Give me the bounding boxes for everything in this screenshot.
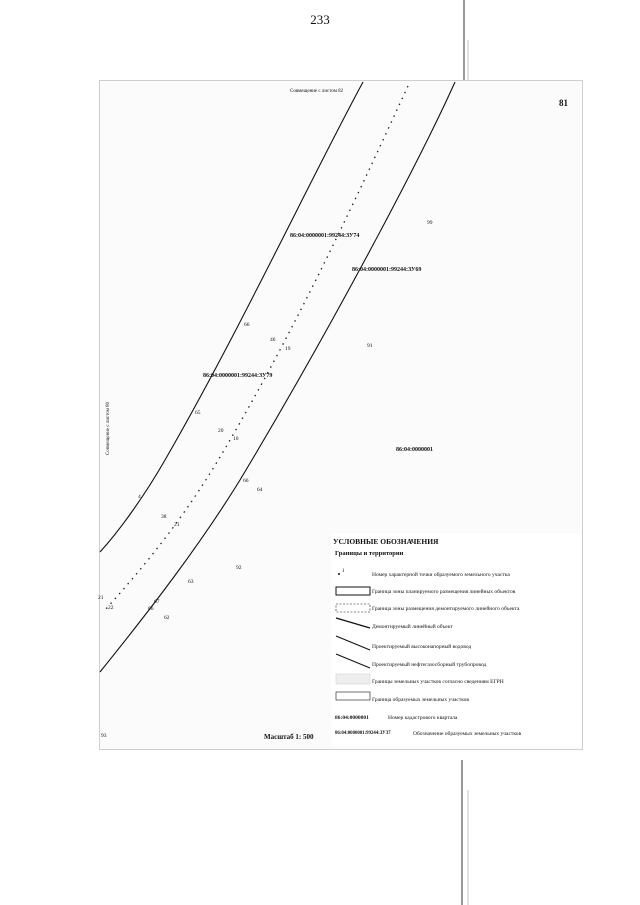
legend-item-label: Граница образуемых земельных участков	[372, 697, 469, 703]
point-label: 62	[164, 615, 170, 621]
point-label: 91	[367, 343, 373, 349]
zone-boundary-left	[100, 82, 363, 552]
join-left-label: Совмещение с листом 80	[106, 401, 111, 455]
join-top-label: Совмещение с листом 82	[290, 89, 344, 94]
parcel-label: 86:04:0000001:99244:ЗУ79	[203, 373, 273, 379]
legend-item-label: Проектируемый высоконапорный водовод	[372, 644, 472, 650]
point-label: 10	[233, 436, 239, 442]
map-scale: Масштаб 1: 500	[264, 733, 314, 741]
legend-parcel-box	[336, 692, 370, 700]
point-label: 38	[161, 514, 167, 520]
legend-point-symbol	[338, 573, 340, 575]
legend-water-line	[336, 636, 370, 650]
point-label: 67	[154, 599, 160, 605]
point-label: 66	[244, 322, 250, 328]
point-label: 4	[138, 494, 141, 500]
point-label: 99	[427, 220, 433, 226]
parcel-label: 86:04:0000001:99244:ЗУ69	[352, 267, 422, 273]
legend-dismantle-zone-box	[336, 604, 370, 612]
legend-quarter-sample: 86:04:0000001	[335, 715, 369, 721]
point-label: 22	[108, 605, 114, 611]
page-number: 233	[310, 12, 330, 27]
parcel-label: 86:04:0000001:99244:ЗУ74	[290, 233, 360, 239]
legend-dismantled-line	[336, 618, 370, 628]
sheet-number: 81	[559, 98, 568, 108]
dismantled-line	[105, 86, 408, 610]
legend-parcel-sample: 86:04:0000001:99244:ЗУ37	[335, 731, 391, 736]
legend-point-symbol-number: 1	[342, 569, 345, 574]
legend-item-label: Демонтируемый линейный объект	[372, 624, 453, 630]
point-label: 19	[285, 346, 291, 352]
point-label: 66	[148, 606, 154, 612]
legend-item-label: Проектируемый нефтегазосборный трубопровод	[372, 662, 487, 668]
point-label: 64	[257, 487, 263, 493]
legend-title: УСЛОВНЫЕ ОБОЗНАЧЕНИЯ	[333, 537, 439, 546]
legend-pipeline-line	[336, 654, 370, 668]
legend-item-label: Номер кадастрового квартала	[388, 715, 458, 721]
point-label: 66	[243, 478, 249, 484]
legend-zone-box	[336, 587, 370, 595]
point-label: 92	[236, 565, 242, 571]
quarter-label: 86:04:0000001	[396, 447, 433, 453]
point-label: 93	[101, 733, 107, 739]
point-label: 46	[270, 337, 276, 343]
legend-item-label: Номер характерной точки образуемого земельного участка	[372, 572, 510, 578]
point-label: 21	[98, 595, 104, 601]
legend-item-label: Граница зоны планируемого размещения линейных объектов	[372, 589, 516, 595]
legend-egrn-hatch	[336, 674, 370, 684]
legend-item-label: Граница зоны размещения демонтируемого линейного объекта	[372, 606, 520, 612]
legend-subtitle: Границы и территории	[335, 550, 404, 557]
point-label: 63	[188, 579, 194, 585]
point-label: 65	[195, 410, 201, 416]
point-label: 20	[218, 428, 224, 434]
legend-item-label: Обозначение образуемых земельных участков	[413, 731, 522, 737]
legend-item-label: Границы земельных участков согласно сведениям ЕГРН	[372, 679, 504, 685]
point-label: 21	[174, 522, 180, 528]
